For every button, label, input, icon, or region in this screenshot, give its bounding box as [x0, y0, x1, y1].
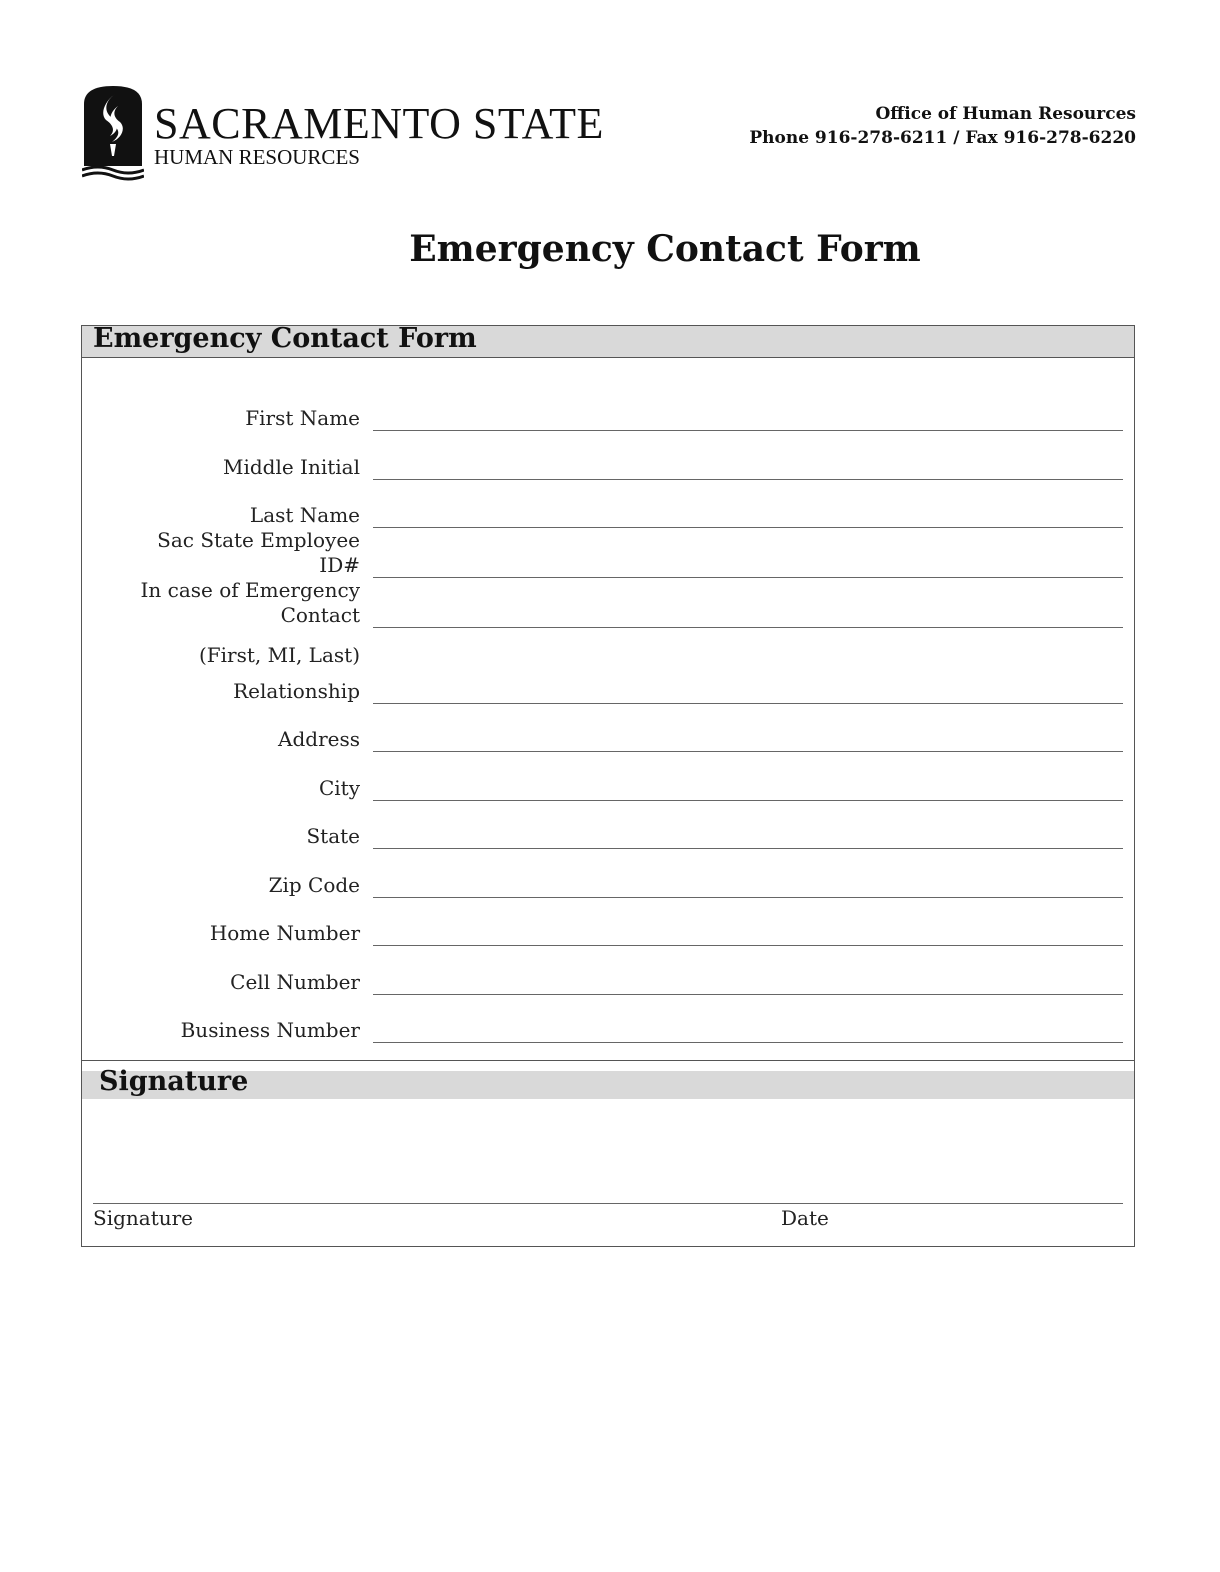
home-number-input[interactable] [373, 945, 1123, 946]
section-header-signature: Signature [82, 1071, 1134, 1099]
field-label-middle-initial: Middle Initial [222, 455, 360, 479]
employee-id-input[interactable] [373, 577, 1123, 578]
zip-code-input[interactable] [373, 897, 1123, 898]
label-line: ID# [319, 553, 360, 577]
state-input[interactable] [373, 848, 1123, 849]
first-name-input[interactable] [373, 430, 1123, 431]
field-label-employee-id [157, 528, 360, 578]
cell-number-input[interactable] [373, 994, 1123, 995]
logo-subtitle: HUMAN RESOURCES [154, 145, 360, 169]
field-label-state: State [306, 824, 360, 848]
business-number-input[interactable] [373, 1042, 1123, 1043]
last-name-input[interactable] [373, 527, 1123, 528]
signature-date-line[interactable] [93, 1203, 1123, 1204]
middle-initial-input[interactable] [373, 479, 1123, 480]
section-header-emergency-contact: Emergency Contact Form [82, 326, 1134, 358]
city-input[interactable] [373, 800, 1123, 801]
date-label: Date [781, 1206, 829, 1230]
office-contact: Phone 916-278-6211 / Fax 916-278-6220 [749, 128, 1136, 148]
section-divider [82, 1060, 1134, 1061]
office-name: Office of Human Resources [875, 104, 1136, 124]
label-line: In case of Emergency [140, 578, 360, 602]
office-info [749, 102, 1136, 150]
emergency-contact-name-input[interactable] [373, 627, 1123, 628]
field-label-cell-number: Cell Number [230, 970, 360, 994]
label-line: Sac State Employee [157, 528, 360, 552]
field-label-address: Address [278, 727, 360, 751]
field-label-relationship: Relationship [233, 679, 360, 703]
relationship-input[interactable] [373, 703, 1123, 704]
signature-label: Signature [93, 1206, 194, 1230]
field-label-last-name: Last Name [249, 503, 360, 527]
logo-title: SACRAMENTO STATE [154, 99, 604, 148]
flame-torch-icon [82, 84, 144, 182]
field-label-home-number: Home Number [209, 921, 360, 945]
emergency-contact-form [81, 325, 1135, 1247]
label-line: (First, MI, Last) [198, 643, 360, 667]
label-line: Contact [280, 603, 360, 627]
field-label-zip-code: Zip Code [268, 873, 360, 897]
page-title: Emergency Contact Form [409, 228, 921, 270]
address-input[interactable] [373, 751, 1123, 752]
field-label-business-number: Business Number [180, 1018, 360, 1042]
sacramento-state-logo [82, 84, 604, 184]
field-label-city: City [318, 776, 360, 800]
field-label-first-name: First Name [245, 406, 360, 430]
field-label-emergency-contact [140, 578, 360, 668]
